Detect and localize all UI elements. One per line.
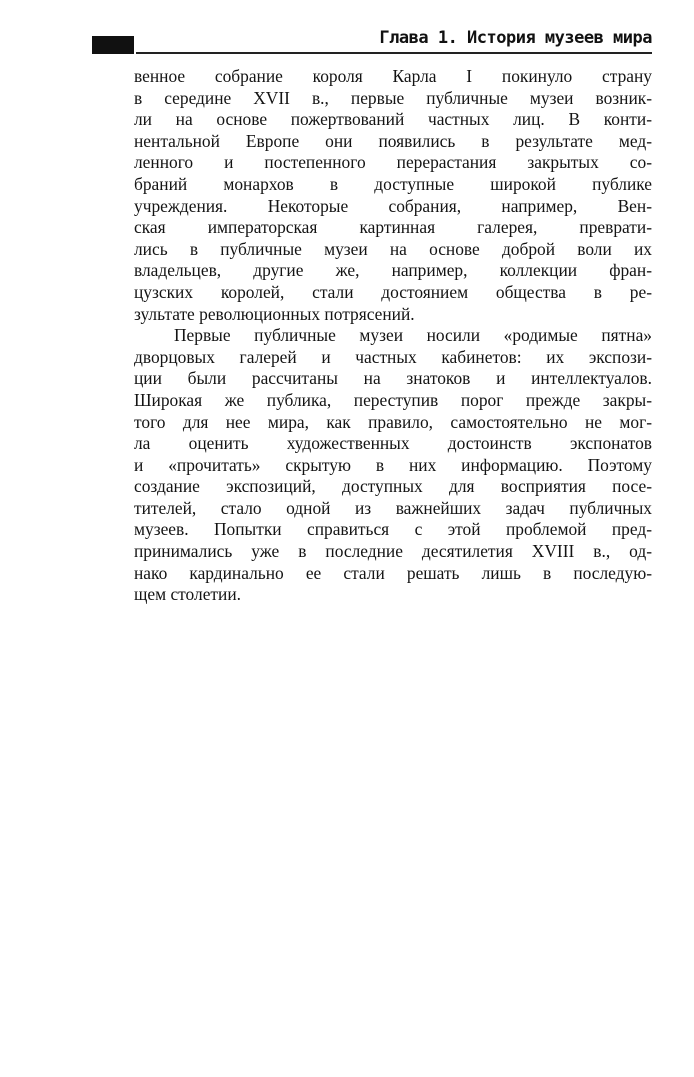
text-line: щем столетии. — [134, 584, 241, 605]
text-line: Широкая же публика, переступив порог прежде закры- — [134, 389, 652, 410]
text-line: Первые публичные музеи носили «родимые пятна» — [174, 325, 652, 346]
text-line: владельцев, другие же, например, коллекции фран- — [134, 260, 652, 281]
text-line: и «прочитать» скрытую в них информацию. Поэтому — [134, 454, 652, 475]
text-line: нентальной Европе они появились в результате мед- — [134, 130, 652, 151]
text-line: в середине XVII в., первые публичные музеи возник- — [134, 87, 652, 108]
page-header — [92, 28, 652, 58]
text-line: лись в публичные музеи на основе доброй воли их — [134, 238, 652, 259]
text-line: ции были рассчитаны на знатоков и интеллектуалов. — [134, 368, 652, 389]
text-line: принимались уже в последние десятилетия XVIII в., од- — [134, 541, 652, 562]
text-line: того для нее мира, как правило, самостоятельно не мог- — [134, 411, 652, 432]
paragraph-2 — [134, 325, 652, 606]
text-line: ли на основе пожертвований частных лиц. В конти- — [134, 109, 652, 130]
text-line: зультате революционных потрясений. — [134, 303, 415, 324]
text-line: ская императорская картинная галерея, преврати- — [134, 217, 652, 238]
paragraph-1 — [134, 66, 652, 325]
text-line: венное собрание короля Карла I покинуло страну — [134, 66, 652, 86]
body-text — [134, 66, 652, 606]
text-line: ла оценить художественных достоинств экспонатов — [134, 433, 652, 454]
text-line: музеев. Попытки справиться с этой проблемой пред- — [134, 519, 652, 540]
text-line: дворцовых галерей и частных кабинетов: их экспози- — [134, 346, 652, 367]
running-head: Глава 1. История музеев мира — [379, 28, 652, 48]
text-line: нако кардинально ее стали решать лишь в последую- — [134, 562, 652, 583]
text-line: тителей, стало одной из важнейших задач публичных — [134, 497, 652, 518]
text-line: браний монархов в доступные широкой публике — [134, 173, 652, 194]
text-line: цузских королей, стали достоянием общества в ре- — [134, 281, 652, 302]
text-line: создание экспозиций, доступных для восприятия посе- — [134, 476, 652, 497]
header-rule — [136, 52, 652, 54]
text-line: учреждения. Некоторые собрания, например, Вен- — [134, 195, 652, 216]
text-line: ленного и постепенного перерастания закрытых со- — [134, 152, 652, 173]
page-number-block — [92, 36, 134, 54]
